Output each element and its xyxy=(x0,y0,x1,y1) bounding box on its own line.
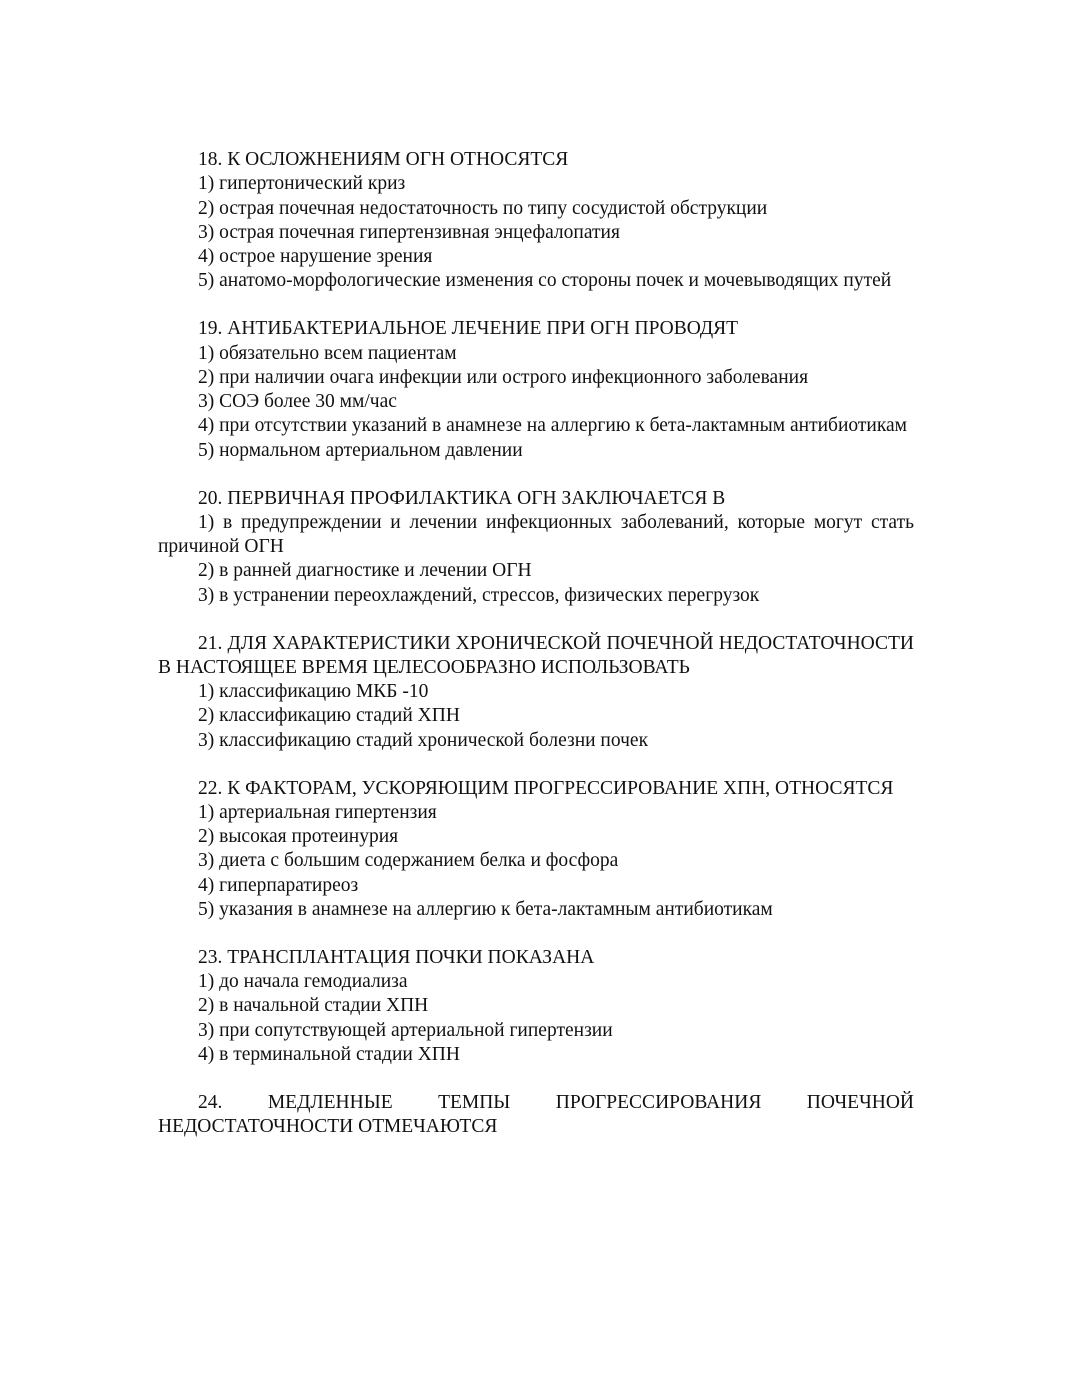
question-23 xyxy=(158,946,914,1067)
answer-option: 5) указания в анамнезе на аллергию к бета-лактамным антибиотикам xyxy=(198,899,773,921)
question-title: 21. ДЛЯ ХАРАКТЕРИСТИКИ ХРОНИЧЕСКОЙ ПОЧЕЧНОЙ НЕДОСТАТОЧНОСТИ В НАСТОЯЩЕЕ ВРЕМЯ ЦЕЛЕСООБРАЗНО ИСПОЛЬЗОВАТЬ xyxy=(158,632,914,678)
answer-option: 3) при сопутствующей артериальной гипертензии xyxy=(198,1019,613,1041)
answer-option: 3) острая почечная гипертензивная энцефалопатия xyxy=(198,221,620,243)
answer-option: 2) острая почечная недостаточность по типу сосудистой обструкции xyxy=(198,197,768,219)
question-title: 24. МЕДЛЕННЫЕ ТЕМПЫ ПРОГРЕССИРОВАНИЯ ПОЧЕЧНОЙ НЕДОСТАТОЧНОСТИ ОТМЕЧАЮТСЯ xyxy=(158,1091,914,1138)
answer-option: 2) высокая протеинурия xyxy=(198,826,399,848)
answer-option: 5) нормальном артериальном давлении xyxy=(198,439,523,461)
answer-option: 5) анатомо-морфологические изменения со стороны почек и мочевыводящих путей xyxy=(198,270,892,292)
answer-option: 3) в устранении переохлаждений, стрессов, физических перегрузок xyxy=(198,584,760,606)
answer-option: 1) до начала гемодиализа xyxy=(198,971,408,993)
answer-option: 1) классификацию МКБ -10 xyxy=(198,681,429,703)
answer-option: 4) острое нарушение зрения xyxy=(198,246,433,268)
answer-option: 1) обязательно всем пациентам xyxy=(198,342,457,364)
answer-option: 1) артериальная гипертензия xyxy=(198,801,437,823)
question-24 xyxy=(158,1091,914,1140)
question-21 xyxy=(158,632,914,753)
answer-option: 2) в ранней диагностике и лечении ОГН xyxy=(198,560,532,582)
document-page xyxy=(158,148,914,1163)
answer-option: 4) при отсутствии указаний в анамнезе на аллергию к бета-лактамным антибиотикам xyxy=(198,415,908,437)
answer-option: 2) классификацию стадий ХПН xyxy=(198,705,460,727)
answer-option: 3) СОЭ более 30 мм/час xyxy=(198,391,397,413)
answer-option: 4) в терминальной стадии ХПН xyxy=(198,1044,460,1065)
question-title: 19. АНТИБАКТЕРИАЛЬНОЕ ЛЕЧЕНИЕ ПРИ ОГН ПРОВОДЯТ xyxy=(198,318,739,340)
question-18 xyxy=(158,148,914,294)
question-title: 23. ТРАНСПЛАНТАЦИЯ ПОЧКИ ПОКАЗАНА xyxy=(198,946,595,968)
question-19 xyxy=(158,317,914,463)
answer-option: 4) гиперпаратиреоз xyxy=(198,874,359,896)
answer-option: 3) классификацию стадий хронической болезни почек xyxy=(198,729,649,751)
question-22 xyxy=(158,777,914,923)
answer-option: 2) в начальной стадии ХПН xyxy=(198,995,429,1017)
answer-option: 1) в предупреждении и лечении инфекционных заболеваний, которые могут стать причиной ОГН xyxy=(158,511,914,558)
answer-option: 3) диета с большим содержанием белка и фосфора xyxy=(198,850,619,872)
question-title: 18. К ОСЛОЖНЕНИЯМ ОГН ОТНОСЯТСЯ xyxy=(198,149,569,170)
question-20 xyxy=(158,487,914,608)
answer-option: 1) гипертонический криз xyxy=(198,173,406,195)
question-title: 20. ПЕРВИЧНАЯ ПРОФИЛАКТИКА ОГН ЗАКЛЮЧАЕТСЯ В xyxy=(198,487,726,509)
question-title: 22. К ФАКТОРАМ, УСКОРЯЮЩИМ ПРОГРЕССИРОВАНИЕ ХПН, ОТНОСЯТСЯ xyxy=(198,777,894,799)
answer-option: 2) при наличии очага инфекции или острого инфекционного заболевания xyxy=(198,366,809,388)
